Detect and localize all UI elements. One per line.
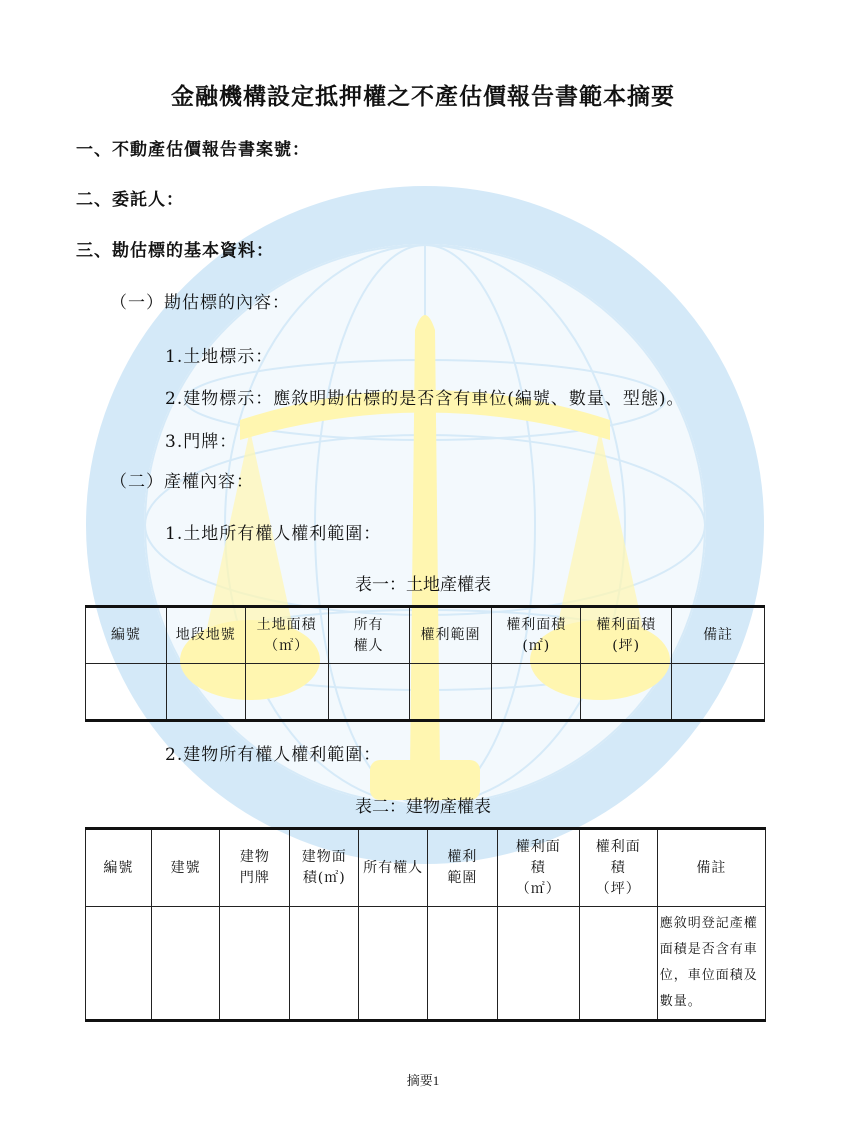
- header-cell: 權利面積（坪）: [579, 829, 657, 907]
- header-cell: 地段地號: [166, 607, 245, 664]
- section-basic-info: 三、勘估標的基本資料：: [76, 241, 274, 261]
- remarks-note: 應敘明登記產權面積是否含有車位，車位面積及數量。: [657, 907, 765, 1021]
- document-title: 金融機構設定抵押權之不產估價報告書範本摘要: [171, 83, 675, 110]
- header-cell: 權利面積(㎡): [492, 607, 581, 664]
- table1-caption: 表一：土地產權表: [355, 575, 491, 595]
- header-cell: 權利範圍: [427, 829, 497, 907]
- section-client: 二、委託人：: [76, 190, 184, 210]
- header-cell: 備註: [672, 607, 765, 664]
- header-cell: 權利面積(坪): [581, 607, 672, 664]
- subsection-content: （一）勘估標的內容：: [110, 293, 290, 313]
- header-cell: 所有權人: [328, 607, 409, 664]
- header-cell: 建物門牌: [220, 829, 290, 907]
- header-cell: 建物面積(㎡): [290, 829, 359, 907]
- item-land: 1.土地標示：: [165, 347, 274, 367]
- item-land-owner: 1.土地所有權人權利範圍：: [165, 524, 382, 544]
- header-cell: 備註: [657, 829, 765, 907]
- building-ownership-table: [85, 827, 766, 1022]
- header-cell: 權利面積（㎡）: [497, 829, 579, 907]
- table2-caption: 表二：建物產權表: [355, 797, 491, 817]
- section-case-number: 一、不動產估價報告書案號：: [76, 140, 310, 160]
- table-row: [86, 907, 766, 1021]
- header-cell: 土地面積（㎡）: [245, 607, 328, 664]
- header-cell: 所有權人: [359, 829, 428, 907]
- item-building: 2.建物標示：應敘明勘估標的是否含有車位(編號、數量、型態)。: [165, 389, 685, 409]
- header-cell: 編號: [86, 829, 152, 907]
- subsection-ownership: （二）產權內容：: [110, 472, 254, 492]
- table-row: [86, 664, 765, 721]
- item-address: 3.門牌：: [165, 432, 238, 452]
- header-cell: 權利範圍: [409, 607, 492, 664]
- header-cell: 編號: [86, 607, 167, 664]
- page-footer: 摘要1: [406, 1073, 440, 1088]
- item-building-owner: 2.建物所有權人權利範圍：: [165, 745, 382, 765]
- header-cell: 建號: [151, 829, 220, 907]
- land-ownership-table: [85, 605, 765, 722]
